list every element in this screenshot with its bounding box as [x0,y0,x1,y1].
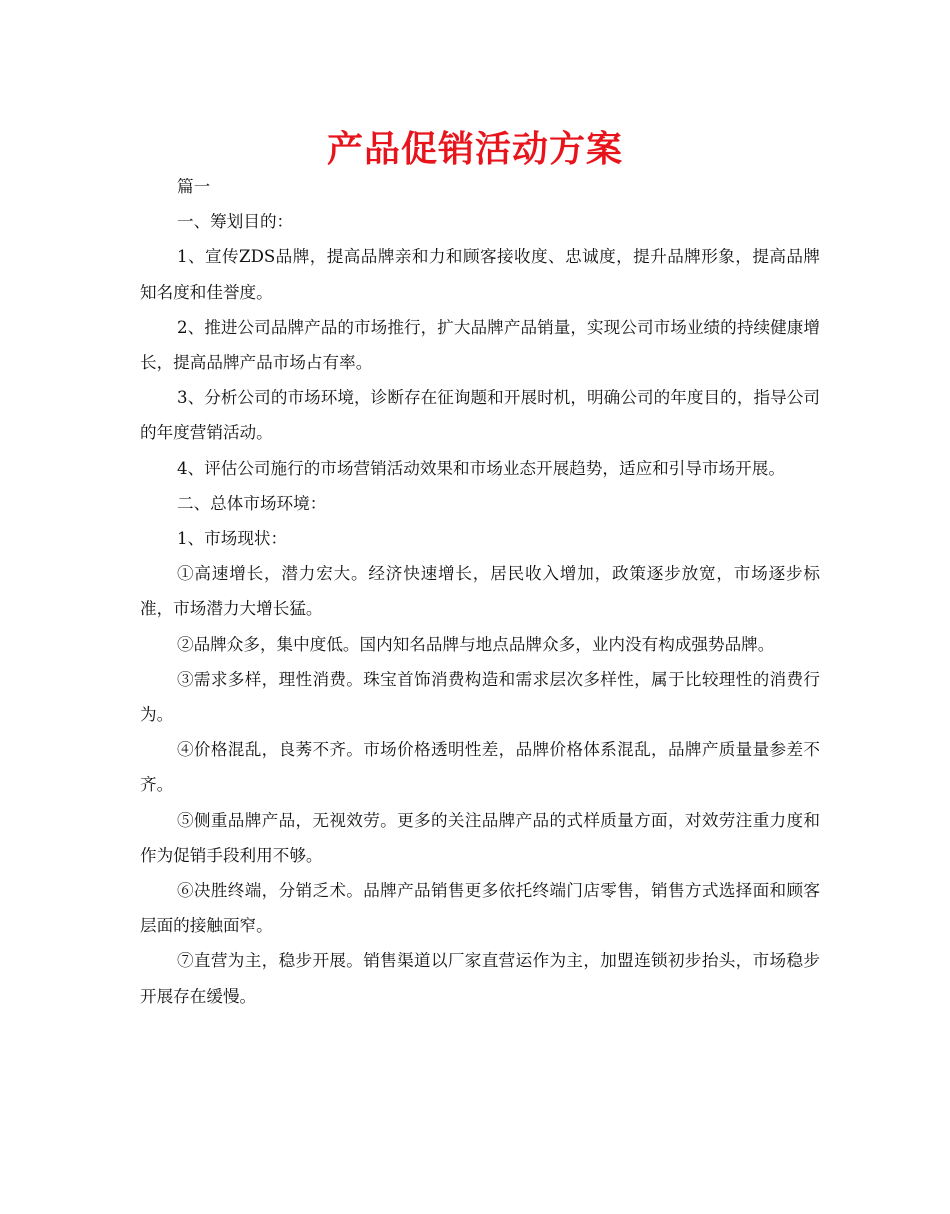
paragraph: ④价格混乱，良莠不齐。市场价格透明性差，品牌价格体系混乱，品牌产质量量参差不齐。 [140,740,820,795]
subheading-market-status: 1、市场现状： [177,529,288,549]
document-title: 产品促销活动方案 [326,129,623,170]
paragraph: 1、宣传ZDS品牌，提高品牌亲和力和顾客接收度、忠诚度，提升品牌形象，提高品牌知名度和佳誉度。 [140,247,820,302]
paragraph: ⑦直营为主，稳步开展。销售渠道以厂家直营运作为主，加盟连锁初步抬头，市场稳步开展存在缓慢。 [140,951,820,1006]
paragraph: ③需求多样，理性消费。珠宝首饰消费构造和需求层次多样性，属于比较理性的消费行为。 [140,669,820,725]
heading-planning-purpose: 一、筹划目的： [177,212,294,232]
paragraph: ⑤侧重品牌产品，无视效劳。更多的关注品牌产品的式样质量方面，对效劳注重力度和作为促销手段利用不够。 [140,810,820,865]
paragraph: ②品牌众多，集中度低。国内知名品牌与地点品牌众多，业内没有构成强势品牌。 [177,634,775,654]
paragraph: 4、评估公司施行的市场营销活动效果和市场业态开展趋势，适应和引导市场开展。 [177,458,785,478]
paragraph: 2、推进公司品牌产品的市场推行，扩大品牌产品销量，实现公司市场业绩的持续健康增长，提高品牌产品市场占有率。 [140,317,820,373]
document-body [140,169,820,1014]
paragraph: ⑥决胜终端，分销乏术。品牌产品销售更多依托终端门店零售，销售方式选择面和顾客层面的接触面窄。 [140,881,820,936]
heading-market-environment: 二、总体市场环境： [177,493,327,513]
paragraph: 3、分析公司的市场环境，诊断存在征询题和开展时机，明确公司的年度目的，指导公司的年度营销活动。 [140,388,820,443]
paragraph-section-label: 篇一 [177,177,211,196]
paragraph: ①高速增长，潜力宏大。经济快速增长，居民收入增加，政策逐步放宽，市场逐步标准，市场潜力大增长猛。 [140,564,820,619]
